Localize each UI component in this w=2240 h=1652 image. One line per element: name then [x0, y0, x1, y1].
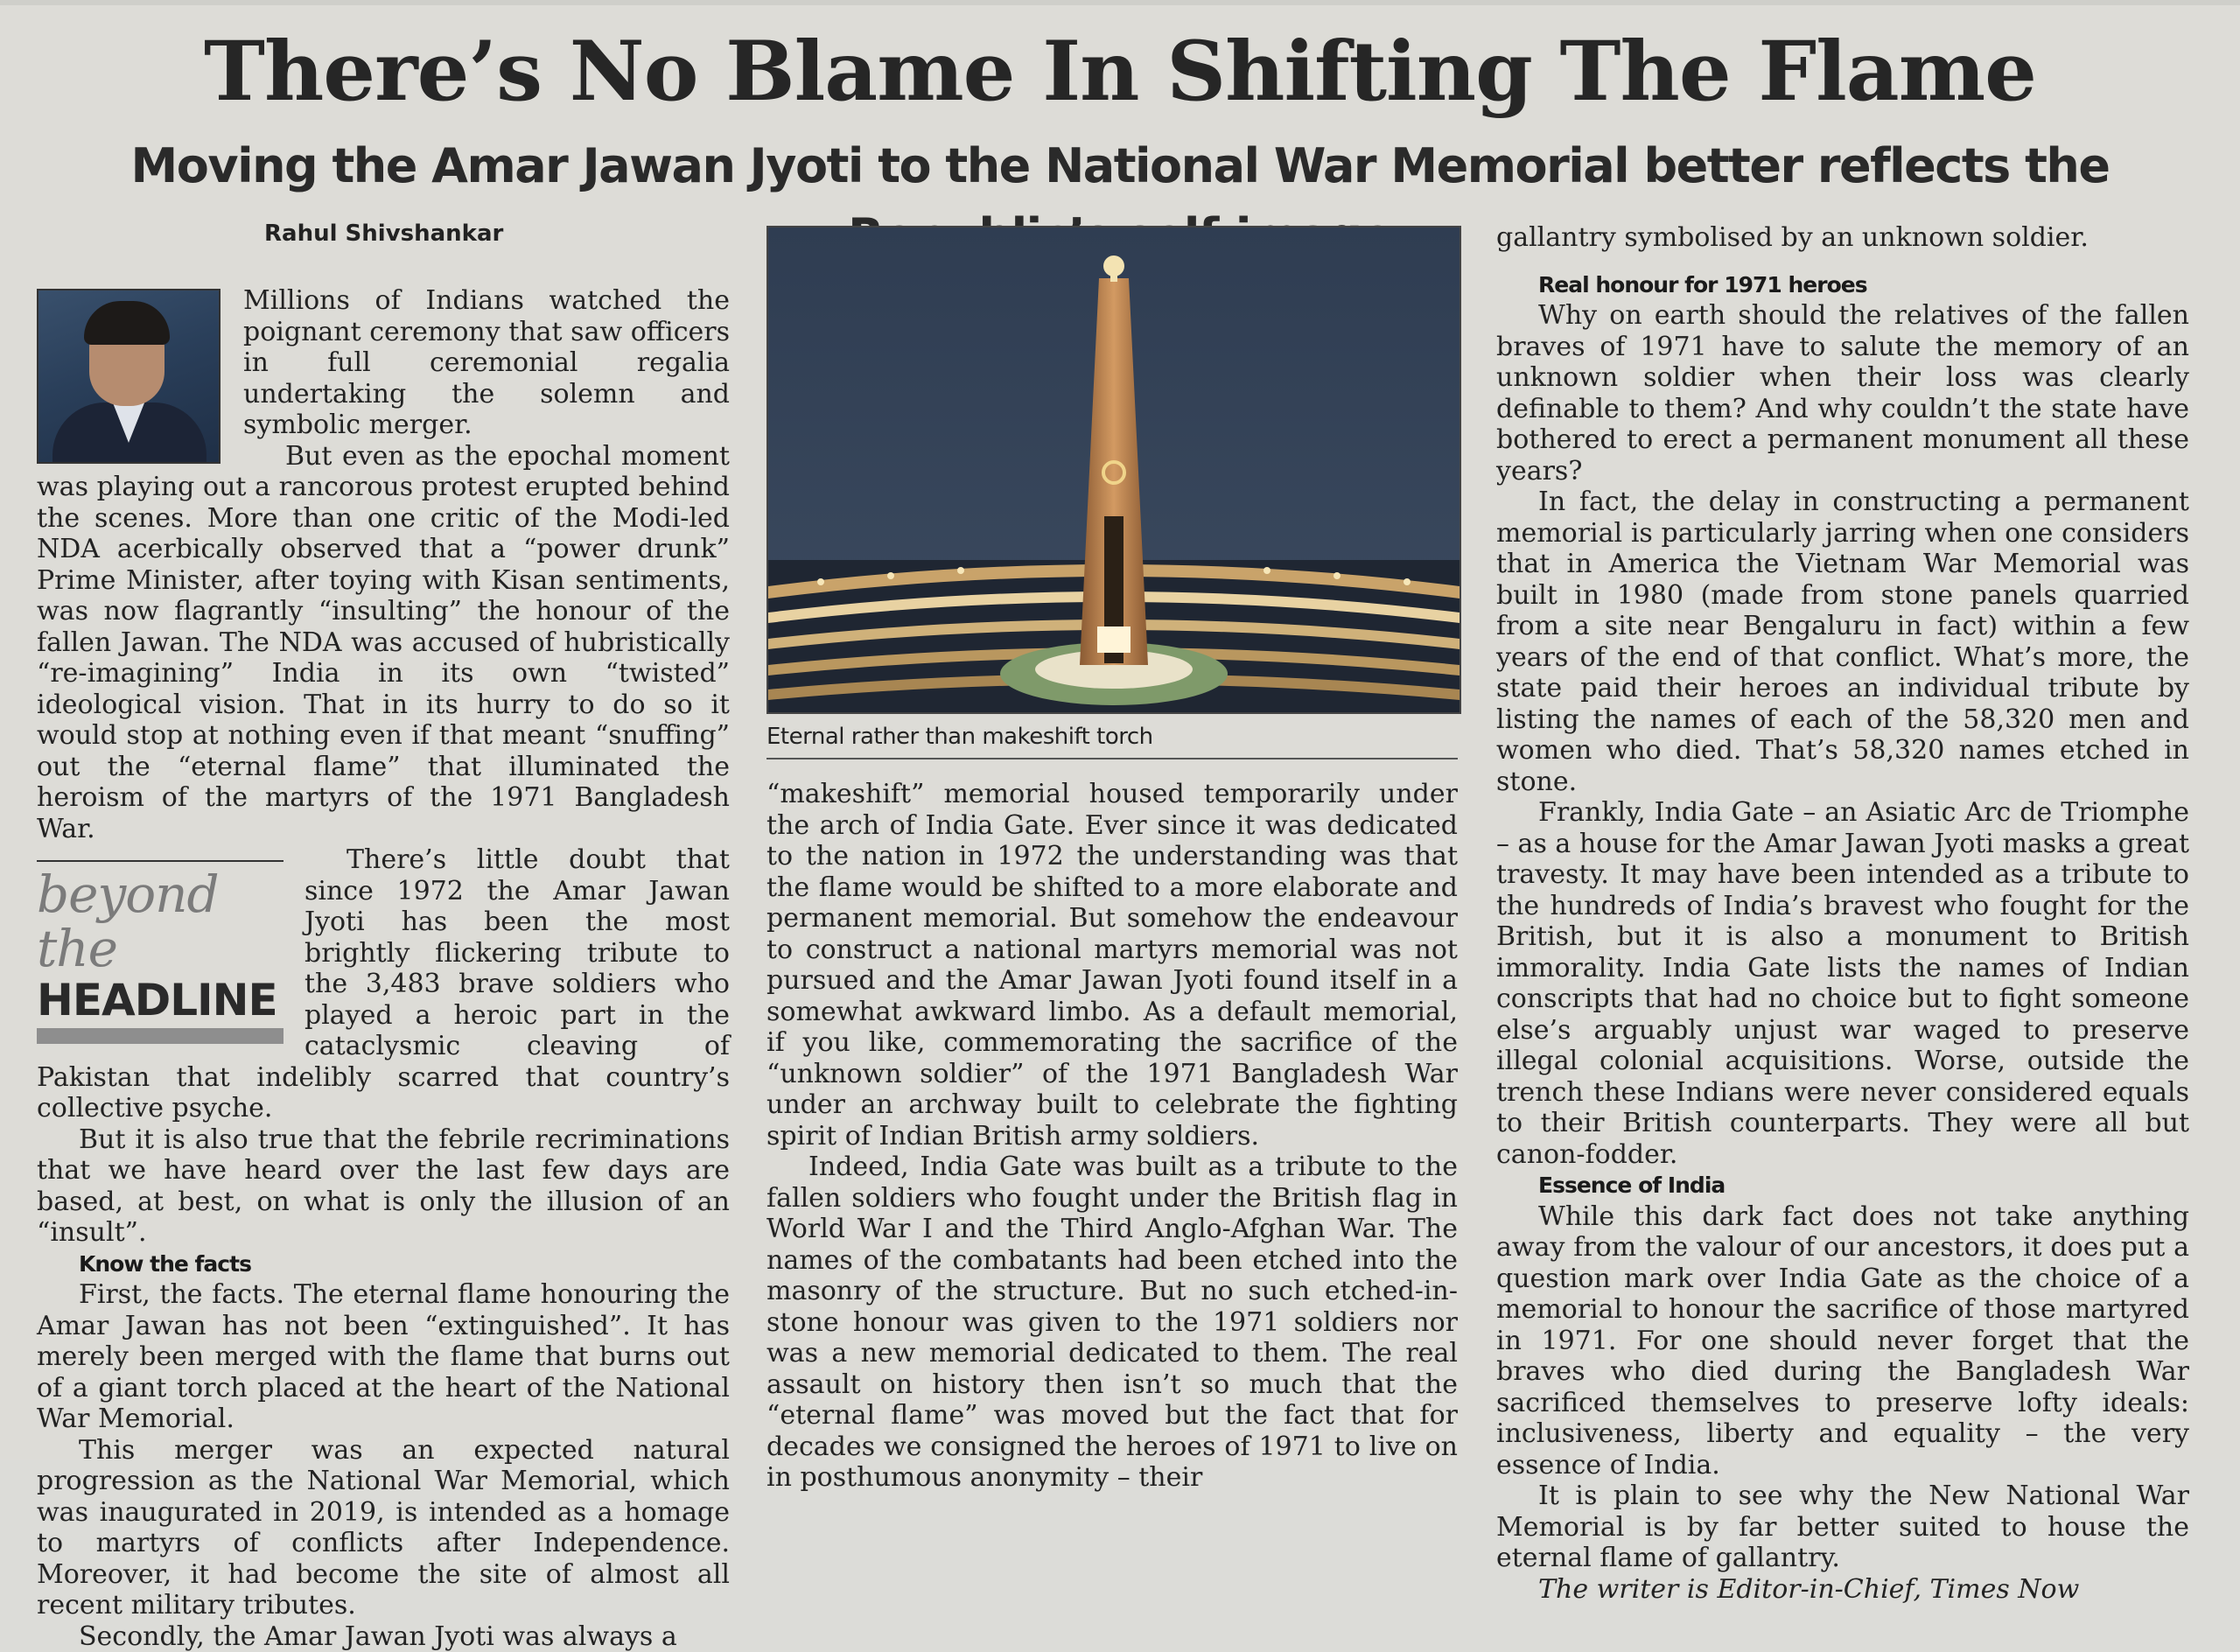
- column-1: [37, 234, 730, 1652]
- col3-subhead-essence-of-india: Essence of India: [1496, 1170, 2189, 1201]
- col1-paragraph-3: There’s little doubt that since 1972 the Amar Jawan Jyoti has been the most brightly flickering tribute to the 3,483 brave soldiers who played a heroic part in the cataclysmic cleaving of Pakistan that indelibly scarred that country’s collective psyche.: [37, 844, 730, 1124]
- col3-paragraph-2: Why on earth should the relatives of the fallen braves of 1971 have to salute the memory of an unknown soldier when their loss was clearly definable to them? And why couldn’t the state have bothered to erect a permanent monument all these years?: [1496, 300, 2189, 486]
- col3-paragraph-6: It is plain to see why the New National War Memorial is by far better suited to house the eternal flame of gallantry.: [1496, 1480, 2189, 1574]
- col3-paragraph-3: In fact, the delay in constructing a permanent memorial is particularly jarring when one considers that in America the Vietnam War Memorial was built in 1980 (made from stone panels quarried from a site near Bengaluru in fact) within a few years of the end of that conflict. What’s more, the state paid their heroes an individual tribute by listing the names of each of the 58,320 men and women who died. That’s 58,320 names etched in stone.: [1496, 486, 2189, 797]
- beyond-the-headline-bar: [37, 1028, 284, 1044]
- col1-paragraph-7: Secondly, the Amar Jawan Jyoti was always a: [37, 1621, 730, 1652]
- photo-caption: Eternal rather than makeshift torch: [766, 719, 1458, 760]
- top-rule: [0, 0, 2240, 5]
- war-memorial-photo: [766, 226, 1461, 714]
- col1-paragraph-1: Millions of Indians watched the poignant ceremony that saw officers in full ceremonial regalia undertaking the solemn and symbolic merger.: [37, 285, 730, 441]
- col2-paragraph-1: “makeshift” memorial housed temporarily under the arch of India Gate. Ever since it was dedicated to the nation in 1972 the understanding was that the flame would be shifted to a more elaborate and permanent memorial. But somehow the endeavour to construct a national martyrs memorial was not pursued and the Amar Jawan Jyoti found itself in a somewhat awkward limbo. As a default memorial, if you like, commemorating the sacrifice of the “unknown soldier” of the 1971 Bangladesh War under an archway built to celebrate the fighting spirit of Indian British army soldiers.: [766, 779, 1458, 1152]
- eternal-flame-glow: [1097, 626, 1130, 653]
- column-2: [766, 779, 1458, 1494]
- col3-paragraph-5: While this dark fact does not take anything away from the valour of our ancestors, it does put a question mark over India Gate as the choice of a memorial to honour the sacrifice of those martyred in 1971. For one should never forget that the braves who died during the Bangladesh War sacrificed themselves to preserve lofty ideals: inclusiveness, liberty and equality – the very essence of India.: [1496, 1201, 2189, 1481]
- beyond-the-headline-logo: [37, 860, 284, 1044]
- war-memorial-illustration: [768, 228, 1460, 712]
- article-deck: Moving the Amar Jawan Jyoti to the National War Memorial better reflects the: [0, 131, 2240, 271]
- col1-paragraph-2: But even as the epochal moment was playing out a rancorous protest erupted behind the scenes. More than one critic of the Modi-led NDA acerbically observed that a “power drunk” Prime Minister, after toying with Kisan sentiments, was now flagrantly “insulting” the honour of the fallen Jawan. The NDA was accused of hubristically “re-imagining” India in its own “twisted” ideological vision. That in its hurry to do so it would stop at nothing even if that meant “snuffing” out the “eternal flame” that illuminated the heroism of the martyrs of the 1971 Bangladesh War.: [37, 441, 730, 845]
- column-3: [1496, 222, 2189, 1605]
- col3-subhead-real-honour: Real honour for 1971 heroes: [1496, 270, 2189, 301]
- author-photo: [37, 289, 220, 464]
- author-signoff: The writer is Editor-in-Chief, Times Now: [1496, 1574, 2189, 1606]
- col1-paragraph-5: First, the facts. The eternal flame honouring the Amar Jawan has not been “extinguished”. It has merely been merged with the flame that burns out of a giant torch placed at the heart of the National War Memorial.: [37, 1279, 730, 1435]
- col1-subhead-know-the-facts: Know the facts: [37, 1249, 730, 1280]
- obelisk-finial-stem: [1110, 271, 1117, 282]
- author-photo-hair: [84, 301, 170, 345]
- col3-paragraph-1: gallantry symbolised by an unknown soldier.: [1496, 222, 2189, 254]
- col1-paragraph-6: This merger was an expected natural progression as the National War Memorial, which was inaugurated in 2019, is intended as a homage to martyrs of conflicts after Independence. Moreover, it had become the site of almost all recent military tributes.: [37, 1435, 730, 1621]
- col3-paragraph-4: Frankly, India Gate – an Asiatic Arc de Triomphe – as a house for the Amar Jawan Jyoti masks a great travesty. It may have been intended as a tribute to the hundreds of India’s bravest who fought for the British, but it is also a monument to British immorality. India Gate lists the names of Indian conscripts that had no choice but to fight someone else’s arguably unjust war waged to preserve illegal colonial acquisitions. Worse, outside the trench these Indians were never considered equals to their British counterparts. They were all but canon-fodder.: [1496, 797, 2189, 1170]
- article-headline: There’s No Blame In Shifting The Flame: [0, 19, 2240, 124]
- col1-paragraph-4: But it is also true that the febrile recriminations that we have heard over the last few days are based, at best, on what is only the illusion of an “insult”.: [37, 1124, 730, 1249]
- beyond-the-text: beyond the: [37, 867, 284, 976]
- col2-paragraph-2: Indeed, India Gate was built as a tribute to the fallen soldiers who fought under the British flag in World War I and the Third Anglo-Afghan War. The names of the combatants had been etched into the masonry of the structure. But no such etched-in-stone honour was given to the 1971 soldiers nor was a new memorial dedicated to them. The real assault on history then isn’t so much that the “eternal flame” was moved but the fact that for decades we consigned the heroes of 1971 to live on in posthumous anonymity – their: [766, 1152, 1458, 1494]
- headline-text: HEADLINE: [37, 976, 284, 1025]
- author-byline: Rahul Shivshankar: [264, 220, 503, 247]
